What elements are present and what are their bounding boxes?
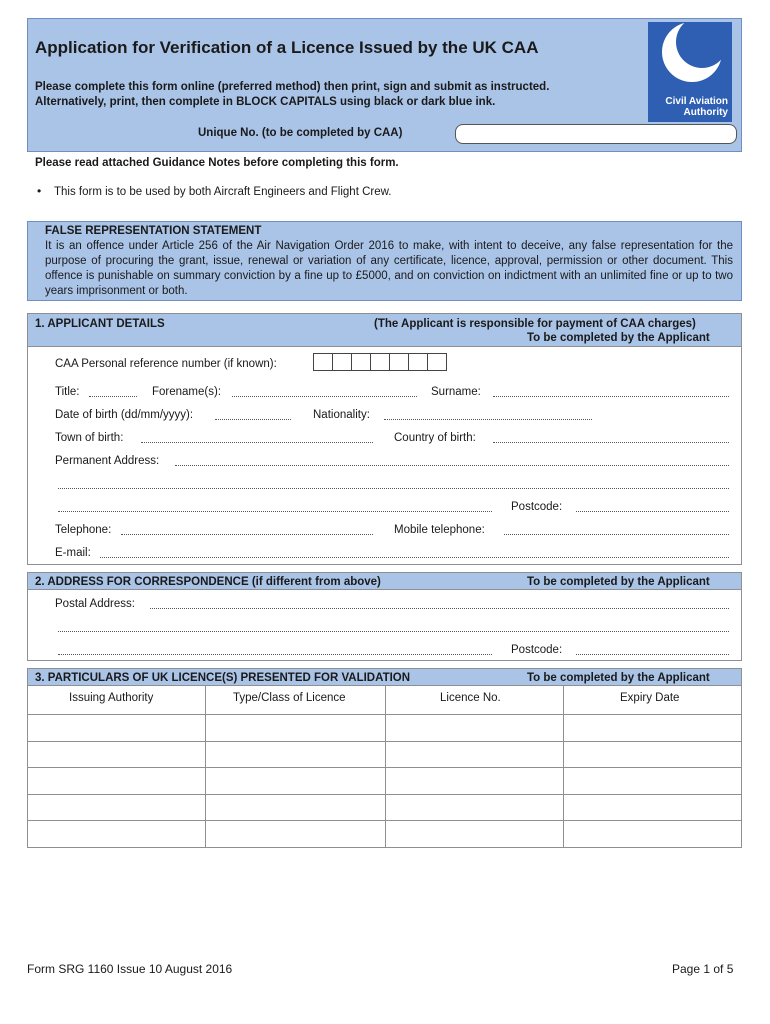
permanent-address-line-2[interactable] — [58, 488, 729, 489]
column-header-issuing-authority: Issuing Authority — [69, 692, 154, 704]
telephone-label: Telephone: — [55, 524, 112, 536]
section-1-completion-note: To be completed by the Applicant — [527, 332, 710, 344]
surname-field[interactable] — [493, 396, 729, 397]
guidance-notice: Please read attached Guidance Notes before completing this form. — [35, 157, 399, 169]
column-header-licence-number: Licence No. — [440, 692, 501, 704]
section-2-completion-note: To be completed by the Applicant — [527, 576, 710, 588]
town-of-birth-field[interactable] — [141, 442, 373, 443]
licence-table-cell[interactable] — [565, 715, 740, 740]
form-title: Application for Verification of a Licence Issued by the UK CAA — [35, 38, 539, 57]
table-row-divider — [28, 820, 741, 821]
section-2-title: 2. ADDRESS FOR CORRESPONDENCE (if different from above) — [35, 576, 381, 588]
caa-logo — [648, 22, 732, 122]
postcode-field[interactable] — [576, 511, 729, 512]
nationality-field[interactable] — [384, 419, 592, 420]
caa-ref-digit[interactable] — [370, 353, 390, 371]
false-representation-title: FALSE REPRESENTATION STATEMENT — [45, 225, 262, 237]
licence-table-cell[interactable] — [29, 715, 204, 740]
country-of-birth-field[interactable] — [493, 442, 729, 443]
licence-table-cell[interactable] — [207, 715, 384, 740]
caa-ref-digit[interactable] — [351, 353, 371, 371]
correspondence-postcode-label: Postcode: — [511, 644, 563, 656]
nationality-label: Nationality: — [313, 409, 370, 421]
section-3-title: 3. PARTICULARS OF UK LICENCE(S) PRESENTED FOR VALIDATION — [35, 672, 411, 684]
correspondence-postcode-field[interactable] — [576, 654, 729, 655]
column-header-licence-type: Type/Class of Licence — [233, 692, 346, 704]
table-row-divider — [28, 741, 741, 742]
page-number: Page 1 of 5 — [672, 962, 734, 976]
forename-field[interactable] — [232, 396, 417, 397]
section-1-title: 1. APPLICANT DETAILS — [35, 318, 165, 330]
permanent-address-label: Permanent Address: — [55, 455, 160, 467]
mobile-telephone-field[interactable] — [504, 534, 729, 535]
telephone-field[interactable] — [121, 534, 373, 535]
dob-label: Date of birth (dd/mm/yyyy): — [55, 409, 194, 421]
section-applicant-details — [27, 313, 742, 565]
postal-address-line-2[interactable] — [58, 631, 729, 632]
column-header-expiry-date: Expiry Date — [620, 692, 680, 704]
table-row-divider — [28, 794, 741, 795]
form-identifier: Form SRG 1160 Issue 10 August 2016 — [27, 962, 233, 976]
forename-label: Forename(s): — [152, 386, 222, 398]
surname-label: Surname: — [431, 386, 481, 398]
permanent-address-field[interactable] — [175, 465, 729, 466]
email-label: E-mail: — [55, 547, 91, 559]
logo-text-line-1: Civil Aviation — [665, 96, 728, 107]
dob-field[interactable] — [215, 419, 291, 420]
intro-line-2: Alternatively, print, then complete in BLOCK CAPITALS using black or dark blue ink. — [35, 96, 496, 108]
town-of-birth-label: Town of birth: — [55, 432, 124, 444]
title-label: Title: — [55, 386, 80, 398]
section-1-payment-note: (The Applicant is responsible for payment of CAA charges) — [374, 318, 696, 330]
postal-address-line-3[interactable] — [58, 654, 492, 655]
email-field[interactable] — [100, 557, 729, 558]
postcode-label: Postcode: — [511, 501, 563, 513]
caa-ref-label: CAA Personal reference number (if known): — [55, 358, 277, 370]
country-of-birth-label: Country of birth: — [394, 432, 476, 444]
unique-number-label: Unique No. (to be completed by CAA) — [198, 127, 403, 139]
unique-number-field[interactable] — [455, 124, 737, 144]
postal-address-label: Postal Address: — [55, 598, 135, 610]
table-row-divider — [28, 767, 741, 768]
bullet-text: This form is to be used by both Aircraft Engineers and Flight Crew. — [54, 186, 392, 198]
section-3-completion-note: To be completed by the Applicant — [527, 672, 710, 684]
false-representation-body: It is an offence under Article 256 of the Air Navigation Order 2016 to make, with intent to deceive, any false representation for the purpose of procuring the grant, issue, renewal or variation of any certificate, licence, approval, permission or other document. This offence is punishable on summary conviction by a fine up to £5000, and on conviction on indictment with an unlimited fine or up to two years imprisonment or both. — [45, 240, 733, 297]
permanent-address-line-3[interactable] — [58, 511, 492, 512]
logo-text-line-2: Authority — [683, 107, 728, 118]
caa-ref-digit[interactable] — [313, 353, 333, 371]
mobile-telephone-label: Mobile telephone: — [394, 524, 485, 536]
caa-ref-digit[interactable] — [408, 353, 428, 371]
bullet-icon: • — [37, 184, 42, 198]
caa-ref-digit[interactable] — [427, 353, 447, 371]
caa-ref-digit[interactable] — [332, 353, 352, 371]
title-field[interactable] — [89, 396, 137, 397]
postal-address-field[interactable] — [150, 608, 729, 609]
caa-ref-digit[interactable] — [389, 353, 409, 371]
licence-table-cell[interactable] — [387, 715, 562, 740]
intro-line-1: Please complete this form online (preferred method) then print, sign and submit as instructed. — [35, 81, 550, 93]
